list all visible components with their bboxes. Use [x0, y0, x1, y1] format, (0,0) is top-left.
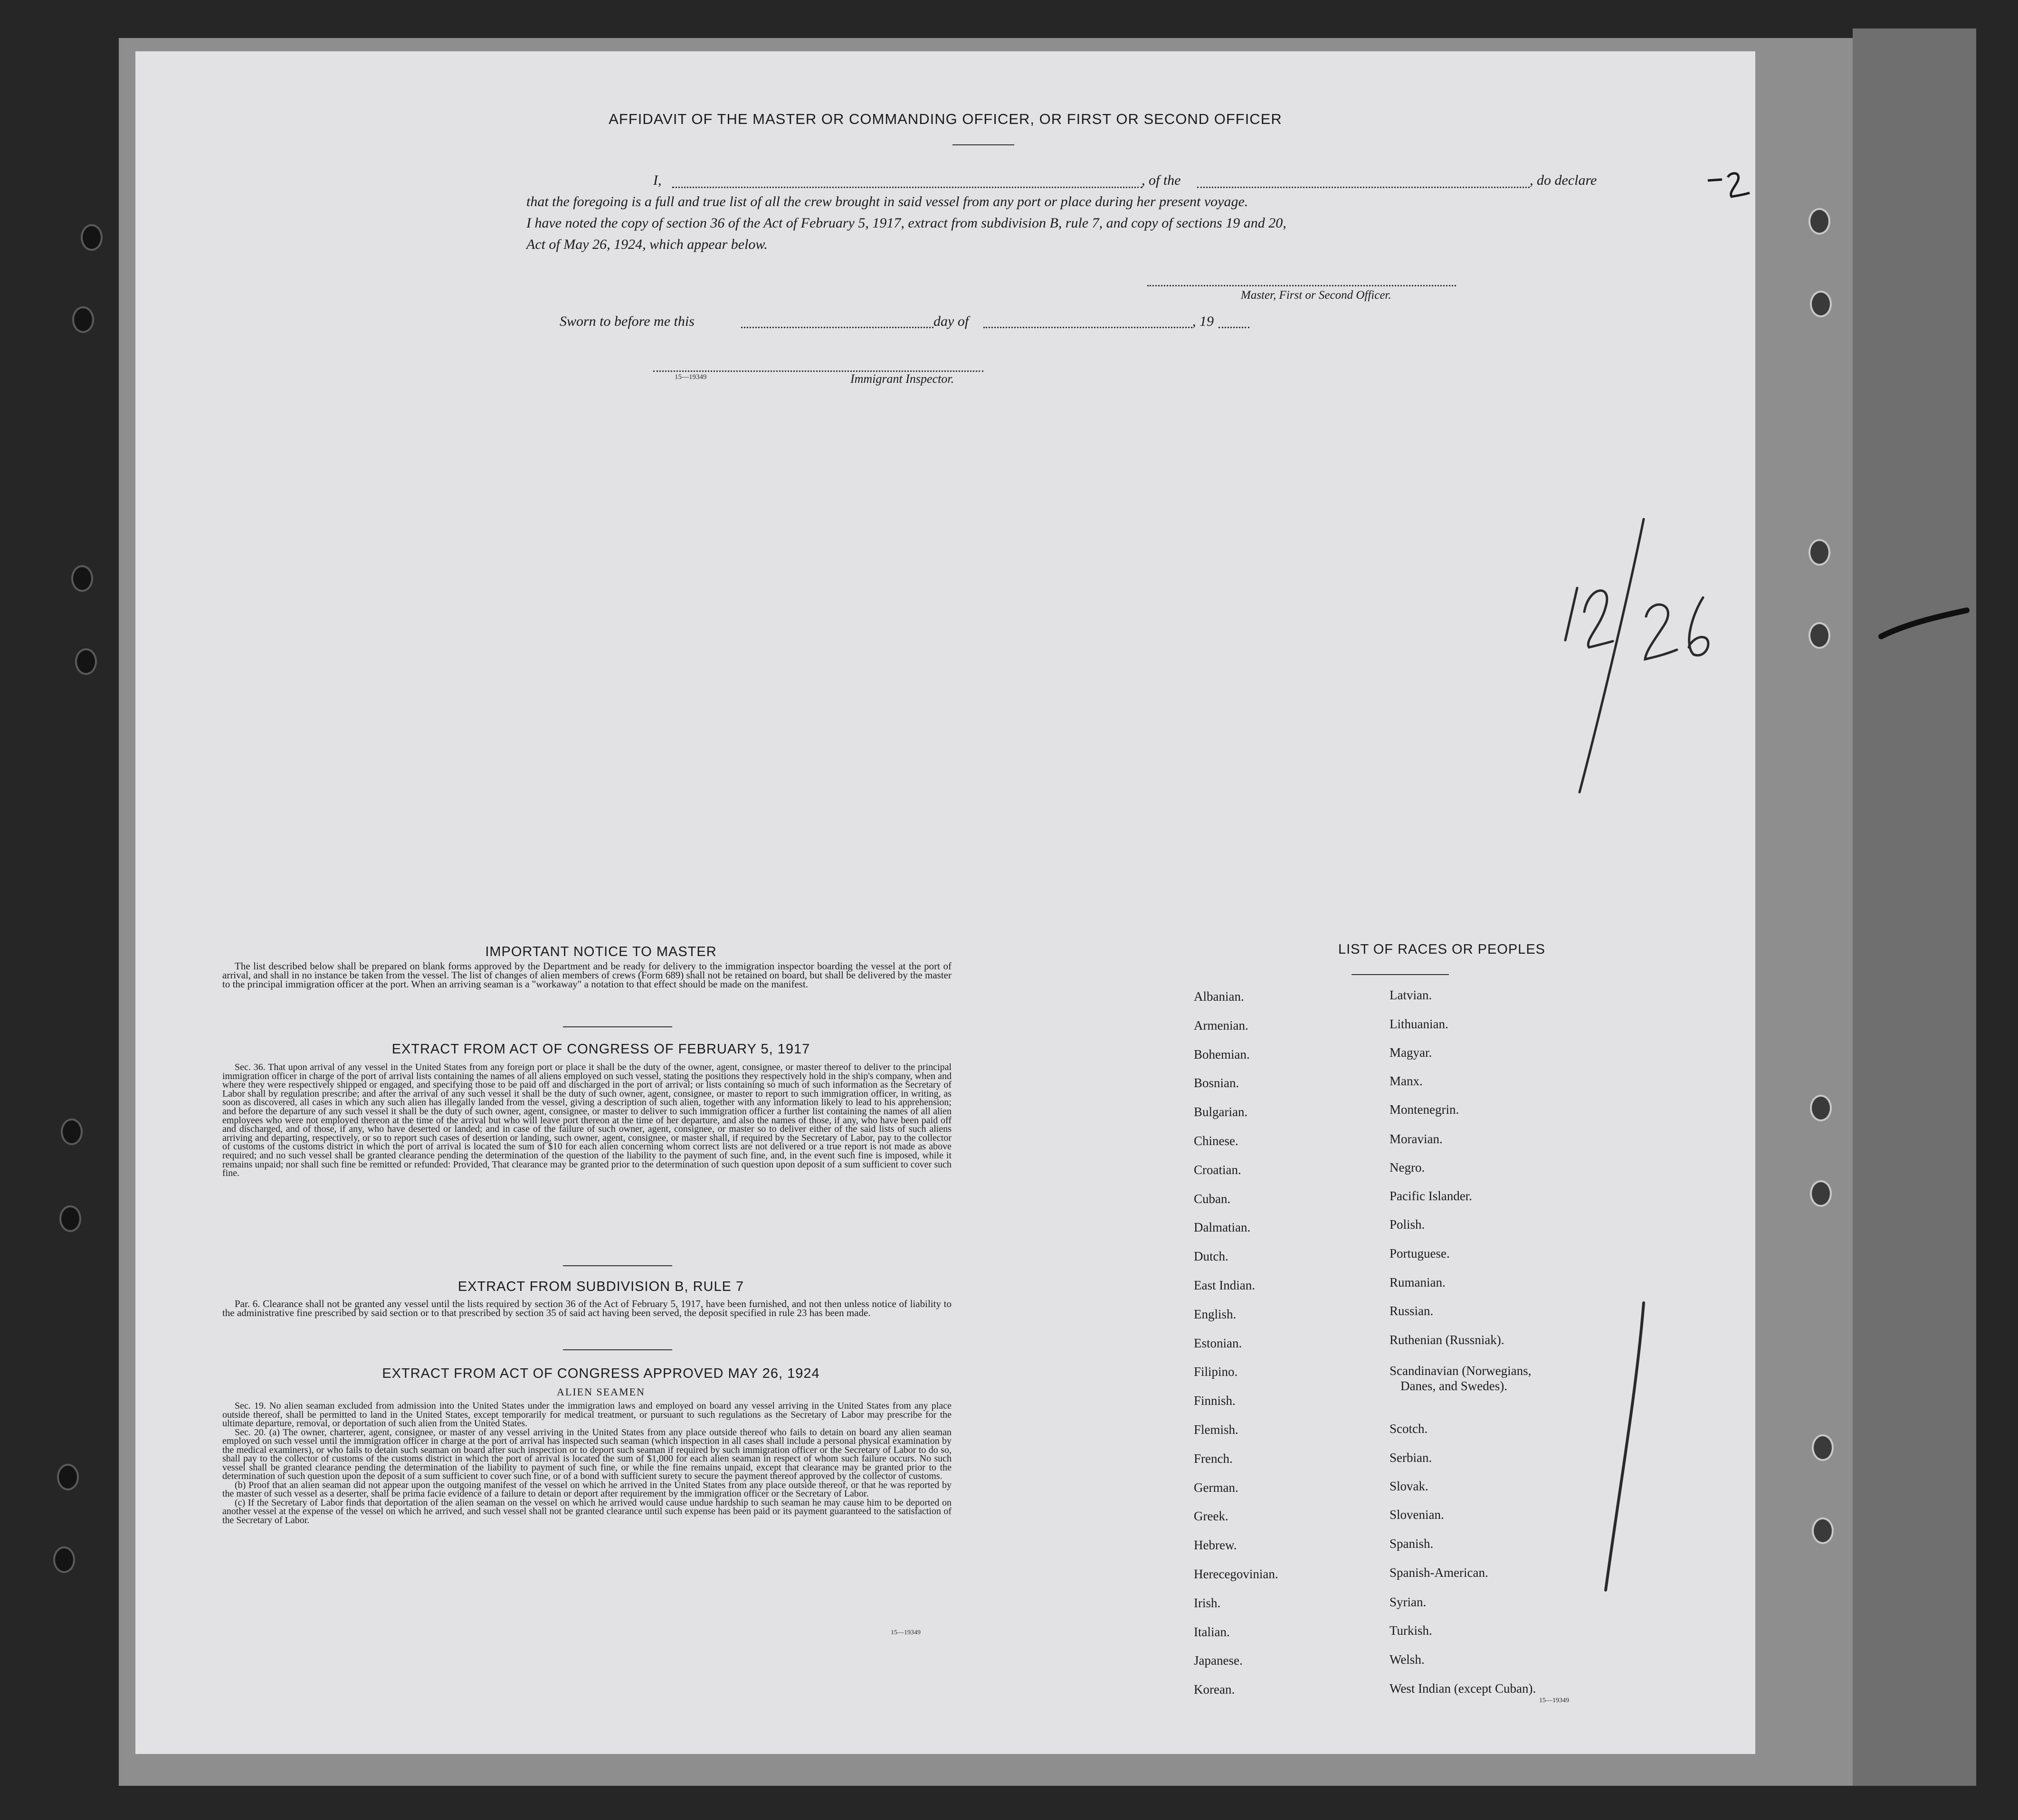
- scan-streak: [1876, 603, 1971, 646]
- race-item: Manx.: [1390, 1074, 1423, 1088]
- race-item: Flemish.: [1194, 1422, 1238, 1437]
- extract-1924-text: Sec. 19. No alien seaman excluded from admission into the United States under the immigration laws and employed on board any vessel arriving in the United States from any place outside thereof, shall be permitted to land in the United States, except temporarily for medical treatment, or pursuant to such regulations as the Secretary of Labor may prescribe for the ultimate departure, removal, or deportation of such alien from the United States. Sec. 20. (a) The owner, charterer, agent, consignee, or master of any vessel arriving in the United States from any place outside thereof who fails to detain on board any alien seaman employed on such vessel until the immigration officer in charge at the port of arrival has inspected such seaman (which inspection in all cases shall include a personal physical examination by the medical examiners), or who fails to detain such seaman on board after such inspection or to deport such seaman if required by such immigration officer or the Secretary of Labor to do so, shall pay to the collector of customs of the customs district in which the port of arrival is located the sum of $1,000 for each alien seaman in respect of whom such failure occurs. No such vessel shall be granted clearance pending the determination of the liability to payment of such fine, or while the fine remains unpaid, except that clearance may be granted prior to the determination of such question upon the deposit of a sum sufficient to cover such fine, or of a bond with sufficient surety to secure the payment thereof approved by the collector of customs. (b) Proof that an alien seaman did not appear upon the outgoing manifest of the vessel on which he arrived in the United States from any place outside thereof, or that he was reported by the master of such vessel as a deserter, shall be prima facie evidence of a failure to detain or deport after requirement by the immigration officer or the Secretary of Labor. (c) If the Secretary of Labor finds that deportation of the alien seaman on the vessel on which he arrived would cause undue hardship to such seaman he may cause him to be deported on another vessel at the expense of the vessel on which he arrived, and such vessel shall not be granted clearance until such expense has been paid or its payment guaranteed to the satisfaction of the Secretary of Labor.: [222, 1401, 952, 1526]
- race-item: Japanese.: [1194, 1653, 1243, 1668]
- binder-hole: [1809, 622, 1830, 649]
- binder-hole: [53, 1546, 75, 1573]
- race-item: Italian.: [1194, 1624, 1230, 1639]
- binder-hole: [57, 1464, 79, 1490]
- race-item: Latvian.: [1390, 988, 1432, 1002]
- binder-hole: [75, 648, 97, 675]
- divider: [563, 1026, 672, 1027]
- sworn-year: , 19: [1192, 313, 1214, 329]
- divider: [563, 1349, 672, 1350]
- binder-hole: [59, 1205, 81, 1232]
- sworn-year-blank[interactable]: [1218, 327, 1249, 328]
- affidavit-do-declare: , do declare: [1530, 172, 1597, 188]
- race-item: Finnish.: [1194, 1393, 1236, 1408]
- race-item: Spanish-American.: [1390, 1565, 1488, 1580]
- race-item: Negro.: [1390, 1160, 1425, 1175]
- binder-hole: [1810, 1095, 1832, 1121]
- race-item: Ruthenian (Russniak).: [1390, 1333, 1504, 1347]
- race-item: Armenian.: [1194, 1018, 1248, 1033]
- race-item: Filipino.: [1194, 1365, 1238, 1379]
- race-item: Montenegrin.: [1390, 1102, 1459, 1117]
- race-item: Irish.: [1194, 1595, 1221, 1610]
- affidavit-line3: I have noted the copy of section 36 of the Act of February 5, 1917, extract from subdivision B, rule 7, and copy of sections 19 and 20,: [526, 215, 1286, 231]
- subdivision-b-text: Par. 6. Clearance shall not be granted any vessel until the lists required by section 36 of the Act of February 5, 1917, have been furnished, and not then unless notice of liability to the administrative fine prescribed by said section or to that prescribed by section 35 of said act having been served, the deposit specified in rule 23 has been made.: [222, 1298, 952, 1318]
- handwritten-date: [1418, 455, 1798, 835]
- race-item: French.: [1194, 1451, 1233, 1466]
- race-item: Serbian.: [1390, 1450, 1432, 1465]
- race-item: Slovak.: [1390, 1479, 1428, 1493]
- race-item: Bohemian.: [1194, 1047, 1250, 1062]
- form-page: [135, 51, 1755, 1754]
- affidavit-of-the: , of the: [1142, 172, 1181, 188]
- divider: [1352, 974, 1449, 975]
- inspector-label: Immigrant Inspector.: [850, 372, 954, 386]
- binder-hole: [61, 1119, 83, 1145]
- binder-hole: [1812, 1434, 1834, 1461]
- race-item: Estonian.: [1194, 1336, 1242, 1350]
- race-item: Danes, and Swedes).: [1400, 1379, 1507, 1393]
- signature-blank[interactable]: [1147, 285, 1456, 286]
- race-item: Slovenian.: [1390, 1507, 1444, 1522]
- affidavit-line4: Act of May 26, 1924, which appear below.: [526, 237, 768, 252]
- sworn-text: Sworn to before me this: [560, 313, 695, 329]
- race-item: Croatian.: [1194, 1162, 1241, 1177]
- race-item: Portuguese.: [1390, 1246, 1450, 1261]
- sworn-day-blank[interactable]: [741, 327, 933, 328]
- divider: [563, 1265, 672, 1266]
- race-item: West Indian (except Cuban).: [1390, 1681, 1536, 1696]
- race-item: Polish.: [1390, 1217, 1425, 1232]
- form-number: 15—19349: [891, 1629, 921, 1636]
- binder-hole: [81, 224, 103, 251]
- notice-title: IMPORTANT NOTICE TO MASTER: [485, 944, 717, 959]
- alien-seamen-subtitle: ALIEN SEAMEN: [557, 1386, 645, 1398]
- binder-hole: [1809, 208, 1830, 235]
- binder-hole: [72, 306, 94, 333]
- binder-hole: [71, 565, 93, 592]
- race-item: Spanish.: [1390, 1536, 1434, 1551]
- affidavit-line2: that the foregoing is a full and true list of all the crew brought in said vessel from any port or place during her present voyage.: [526, 194, 1248, 209]
- sworn-day-of: day of: [933, 313, 969, 329]
- subdivision-b-title: EXTRACT FROM SUBDIVISION B, RULE 7: [457, 1279, 744, 1294]
- handwritten-corner-mark: [1703, 165, 1755, 208]
- race-item: Cuban.: [1194, 1191, 1231, 1206]
- race-item: Rumanian.: [1390, 1275, 1446, 1289]
- race-item: Greek.: [1194, 1509, 1228, 1524]
- binder-hole: [1810, 1180, 1832, 1207]
- extract-1924-title: EXTRACT FROM ACT OF CONGRESS APPROVED MAY 26, 1924: [382, 1366, 820, 1381]
- race-item: Chinese.: [1194, 1134, 1238, 1148]
- race-item: Scotch.: [1390, 1422, 1428, 1436]
- race-item: Lithuanian.: [1390, 1017, 1448, 1031]
- vessel-blank[interactable]: [1197, 187, 1530, 188]
- extract-1917-title: EXTRACT FROM ACT OF CONGRESS OF FEBRUARY 5, 1917: [391, 1042, 810, 1057]
- binder-hole: [1812, 1517, 1834, 1544]
- race-item: Scandinavian (Norwegians,: [1390, 1364, 1532, 1378]
- signature-label: Master, First or Second Officer.: [1241, 289, 1391, 302]
- race-item: English.: [1194, 1307, 1237, 1321]
- divider: [952, 144, 1014, 145]
- race-item: Korean.: [1194, 1682, 1235, 1697]
- notice-text: The list described below shall be prepared on blank forms approved by the Department and be ready for delivery to the immigration inspector boarding the vessel at the port of arrival, and shall in no instance be taken from the vessel. The list of changes of alien members of crews (Form 689) shall not be retained on board, but shall be delivered by the master to the principal immigration officer at the port. When an arriving seaman is a "workaway" a notation to that effect should be made on the manifest.: [222, 960, 952, 990]
- extract-1917-text: Sec. 36. That upon arrival of any vessel in the United States from any foreign port or place it shall be the duty of the owner, agent, consignee, or master thereof to deliver to the principal immigration officer in charge of the port of arrival lists containing the names of all aliens employed on such vessel, stating the positions they respectively hold in the ship's company, when and where they were respectively shipped or engaged, and specifying those to be paid off and discharged in the port of arrival; or lists containing so much of such information as the Secretary of Labor shall by regulation prescribe; and after the arrival of any such vessel it shall be the duty of such owner, agent, consignee, or master to report to such immigration officer, in writing, as soon as discovered, all cases in which any such alien has illegally landed from the vessel, giving a description of such alien, together with any information likely to lead to his apprehension; and before the departure of any such vessel it shall be the duty of such owner, agent, consignee, or master to deliver to such immigration officer a further list containing the names of all alien employees who were not employed thereon at the time of the arrival but who will leave port thereon at the time of her departure, and also the names of those, if any, who have been paid off and discharged, and of those, if any, who have deserted or landed; and in case of the failure of such owner, agent, consignee, or master so to deliver either of the said lists of such aliens arriving and departing, respectively, or so to report such cases of desertion or landing, such owner, agent, consignee, or master shall, if required by the Secretary of Labor, pay to the collector of customs of the customs district in which the port of arrival is located the sum of $10 for each alien concerning whom correct lists are not delivered or a true report is not made as above required; and no such vessel shall be granted clearance pending the determination of the question of the liability to the payment of such fine, and, in the event such fine is imposed, while it remains unpaid; nor shall such fine be remitted or refunded: Provided, That clearance may be granted prior to the determination of such question upon deposit of a sum sufficient to cover such fine.: [222, 1062, 952, 1179]
- binder-hole: [1809, 539, 1830, 566]
- race-item: Bosnian.: [1194, 1076, 1239, 1090]
- binder-hole: [1810, 291, 1832, 317]
- race-item: Albanian.: [1194, 989, 1244, 1004]
- affidavit-i: I,: [653, 172, 662, 188]
- handwritten-stroke: [1599, 1296, 1656, 1600]
- races-title: LIST OF RACES OR PEOPLES: [1338, 942, 1546, 957]
- race-item: Syrian.: [1390, 1595, 1427, 1609]
- race-item: Dutch.: [1194, 1249, 1228, 1264]
- race-item: Moravian.: [1390, 1132, 1443, 1146]
- race-item: Turkish.: [1390, 1623, 1432, 1638]
- race-item: German.: [1194, 1480, 1238, 1495]
- race-item: Welsh.: [1390, 1652, 1425, 1667]
- underlying-sheet-edge: [1853, 28, 1976, 1786]
- race-item: Dalmatian.: [1194, 1220, 1251, 1235]
- race-item: East Indian.: [1194, 1278, 1255, 1292]
- affidavit-title: AFFIDAVIT OF THE MASTER OR COMMANDING OFFICER, OR FIRST OR SECOND OFFICER: [609, 111, 1282, 127]
- race-item: Bulgarian.: [1194, 1105, 1248, 1119]
- sworn-month-blank[interactable]: [983, 327, 1192, 328]
- name-blank[interactable]: [672, 187, 1142, 188]
- race-item: Herecegovinian.: [1194, 1567, 1278, 1581]
- form-number: 15—19349: [675, 373, 707, 381]
- form-number: 15—19349: [1539, 1697, 1569, 1704]
- race-item: Hebrew.: [1194, 1538, 1237, 1553]
- race-item: Pacific Islander.: [1390, 1189, 1472, 1203]
- race-item: Magyar.: [1390, 1045, 1432, 1060]
- race-item: Russian.: [1390, 1304, 1434, 1318]
